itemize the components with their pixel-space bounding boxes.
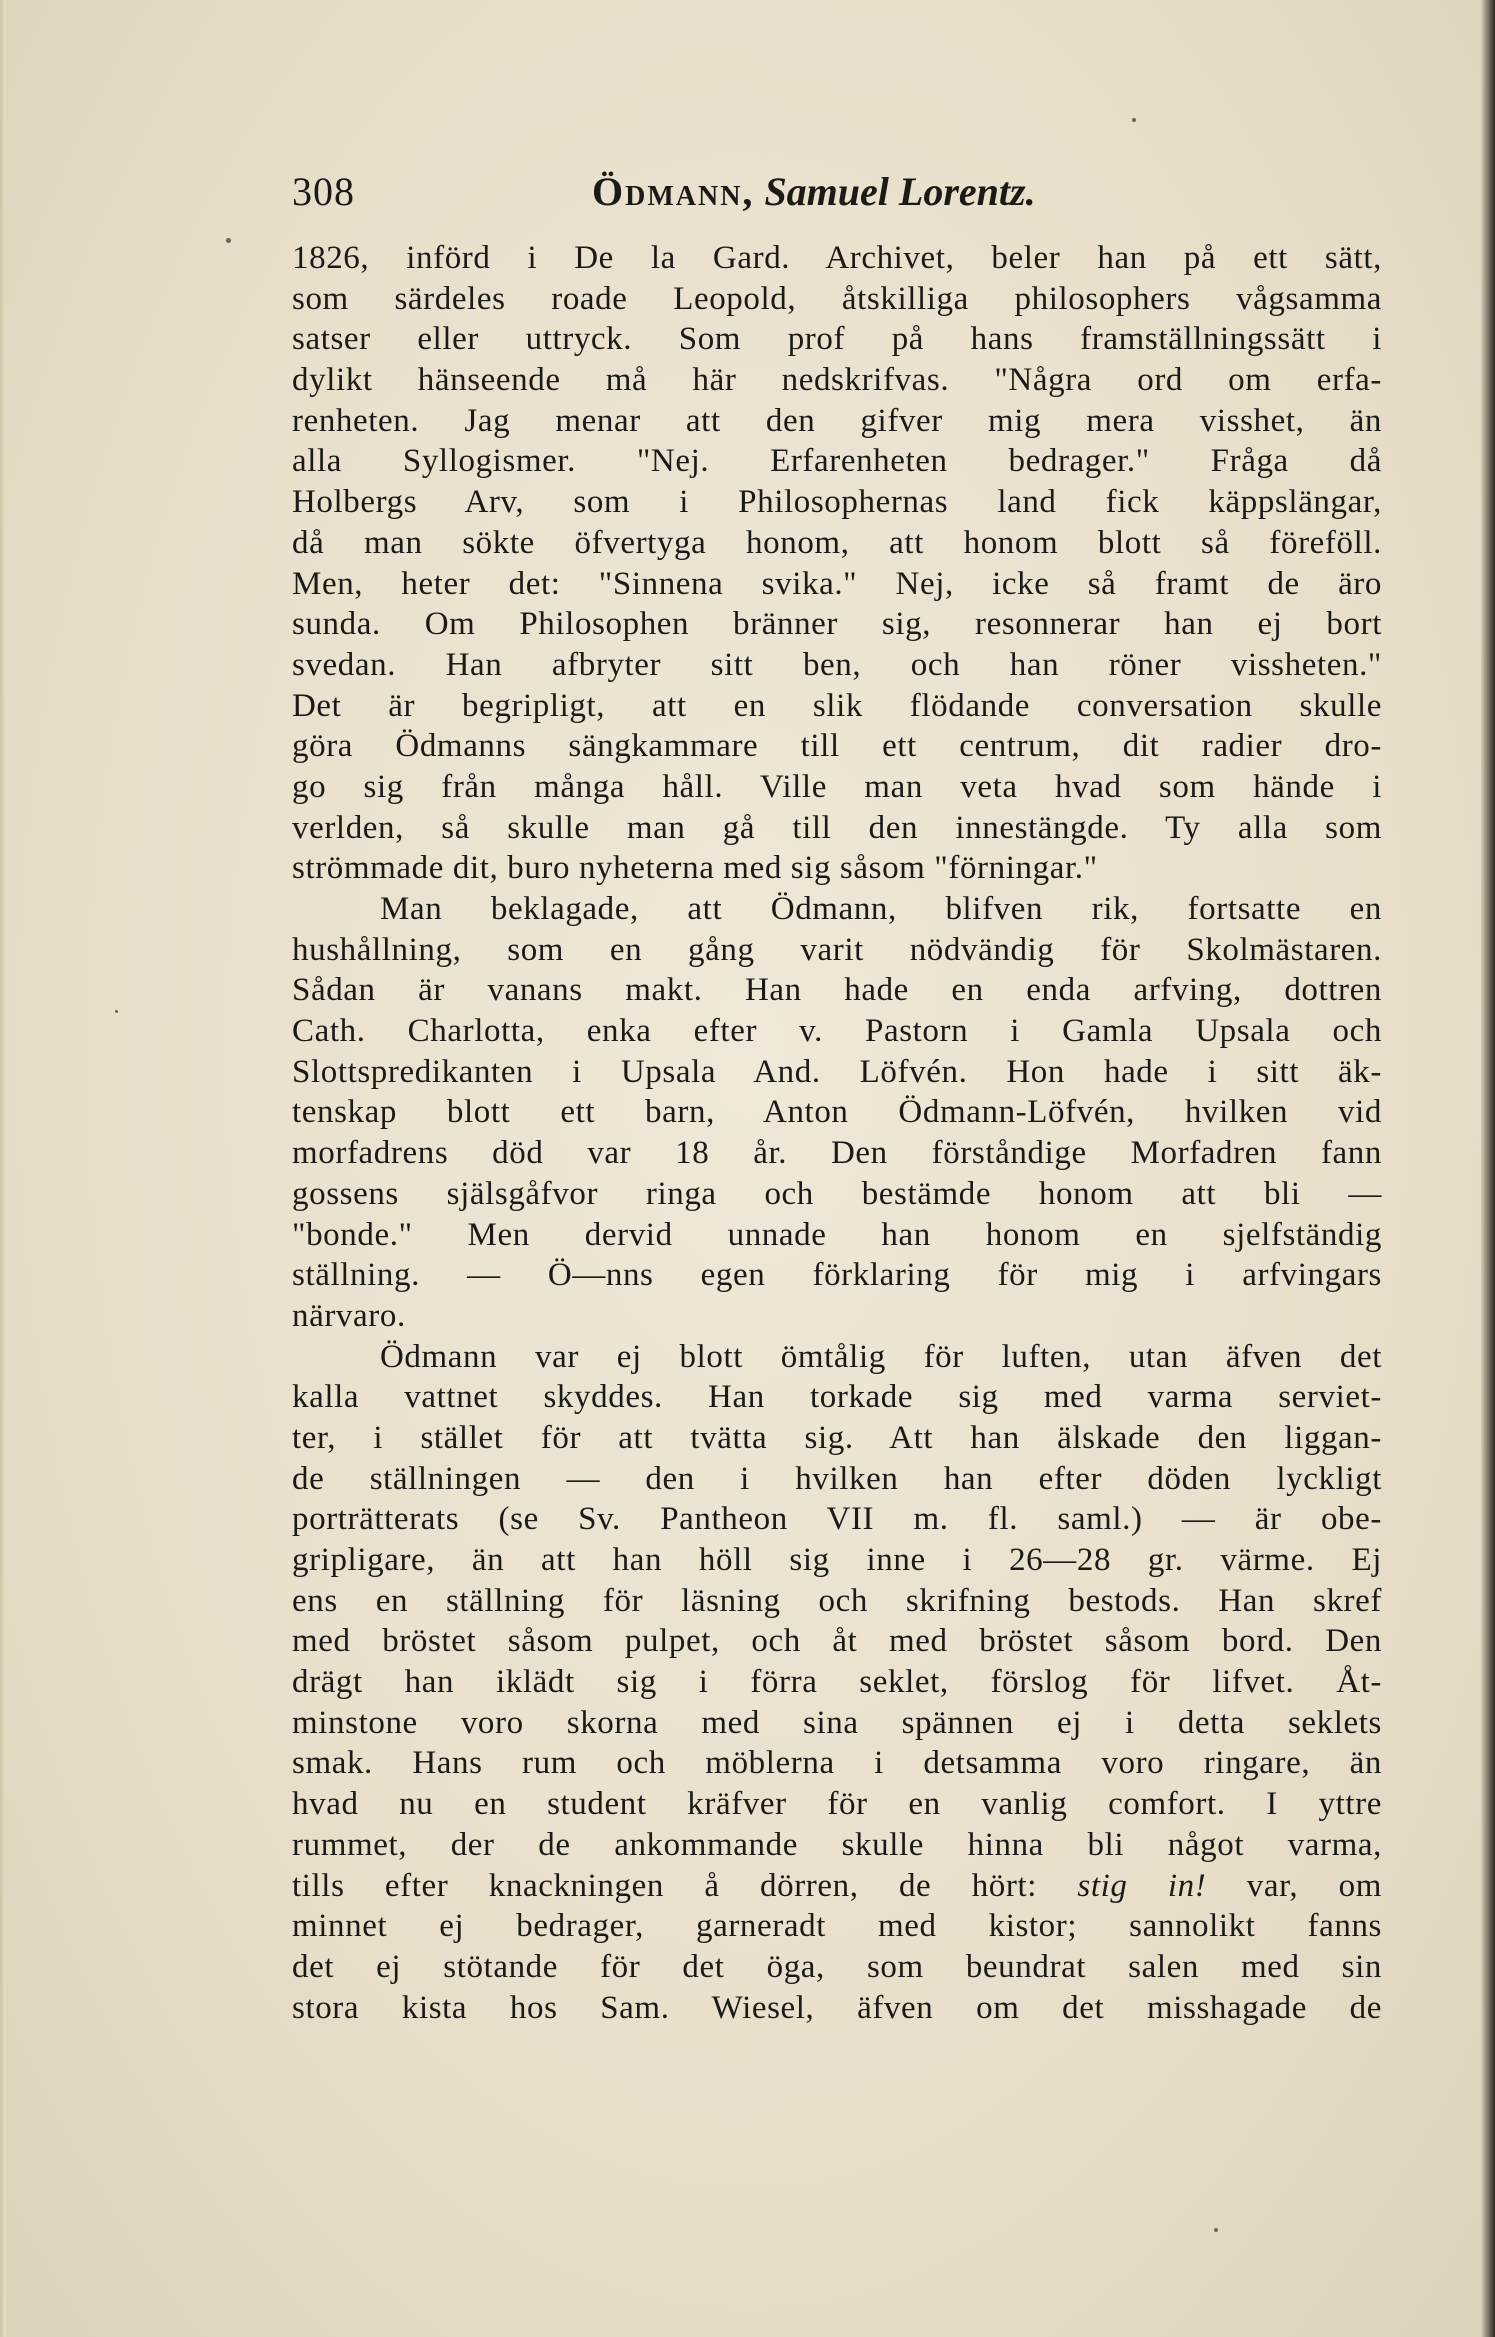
- text-line: satser eller uttryck. Som prof på hans framställningssätt i: [292, 321, 1382, 358]
- text-line: strömmade dit, buro nyheterna med sig såsom "förningar.": [292, 850, 1098, 887]
- paragraph-first-line: Ödmann var ej blott ömtålig för luften, utan äfven det: [380, 1338, 1382, 1375]
- text-line: gossens själsgåfvor ringa och bestämde honom att bli —: [292, 1175, 1382, 1212]
- text-line: smak. Hans rum och möblerna i detsamma voro ringare, än: [292, 1745, 1382, 1782]
- text-line: tenskap blott ett barn, Anton Ödmann-Löfvén, hvilken vid: [292, 1094, 1382, 1131]
- text-line: hvad nu en student kräfver för en vanlig comfort. I yttre: [292, 1786, 1382, 1823]
- text-line: verlden, så skulle man gå till den innestängde. Ty alla som: [292, 809, 1382, 846]
- text-line: med bröstet såsom pulpet, och åt med bröstet såsom bord. Den: [292, 1623, 1382, 1660]
- running-head-name: Ödmann,: [592, 169, 755, 214]
- text-line: 1826, införd i De la Gard. Archivet, beler han på ett sätt,: [292, 240, 1382, 276]
- text-line: kalla vattnet skyddes. Han torkade sig med varma serviet-: [292, 1379, 1382, 1416]
- running-header: [292, 168, 1382, 228]
- text-line: det ej stötande för det öga, som beundrat salen med sin: [292, 1948, 1382, 1985]
- text-line: Sådan är vanans makt. Han hade en enda arfving, dottren: [292, 972, 1382, 1009]
- text-line: då man sökte öfvertyga honom, att honom blott så föreföll.: [292, 524, 1382, 561]
- text-line: de ställningen — den i hvilken han efter döden lyckligt: [292, 1460, 1382, 1497]
- text-line: Slottspredikanten i Upsala And. Löfvén. Hon hade i sitt äk-: [292, 1053, 1382, 1090]
- italic-phrase: stig in!: [1077, 1867, 1207, 1904]
- text-line: ens en ställning för läsning och skrifning bestods. Han skref: [292, 1582, 1382, 1619]
- paper-speck: [1132, 118, 1136, 122]
- text-line: Men, heter det: "Sinnena svika." Nej, icke så framt de äro: [292, 565, 1382, 602]
- text-line: rummet, der de ankommande skulle hinna bli något varma,: [292, 1826, 1382, 1863]
- text-line: Cath. Charlotta, enka efter v. Pastorn i Gamla Upsala och: [292, 1013, 1382, 1050]
- text-line: renheten. Jag menar att den gifver mig mera visshet, än: [292, 402, 1382, 439]
- text-line: "bonde." Men dervid unnade han honom en sjelfständig: [292, 1216, 1382, 1253]
- paragraph-first-line: Man beklagade, att Ödmann, blifven rik, fortsatte en: [380, 891, 1382, 927]
- page-number: 308: [292, 169, 355, 214]
- text-line: alla Syllogismer. "Nej. Erfarenheten bedrager." Fråga då: [292, 443, 1382, 480]
- text-line: hushållning, som en gång varit nödvändig för Skolmästaren.: [292, 931, 1382, 968]
- paper-speck: [1214, 2228, 1218, 2232]
- text-line: Holbergs Arv, som i Philosophernas land fick käppslängar,: [292, 484, 1382, 521]
- text-line: ter, i stället för att tvätta sig. Att han älskade den liggan-: [292, 1419, 1382, 1456]
- text-line-start: tills efter knackningen å dörren, de hört:: [292, 1867, 1078, 1904]
- text-line: go sig från många håll. Ville man veta hvad som hände i: [292, 768, 1382, 805]
- text-line: som särdeles roade Leopold, åtskilliga philosophers vågsamma: [292, 280, 1382, 317]
- text-line: minnet ej bedrager, garneradt med kistor; sannolikt fanns: [292, 1908, 1382, 1945]
- text-line: porträtterats (se Sv. Pantheon VII m. fl. saml.) — är obe-: [292, 1501, 1382, 1538]
- running-head-given-name: Samuel Lorentz.: [764, 169, 1036, 214]
- paper-speck: [115, 1010, 118, 1013]
- text-line: svedan. Han afbryter sitt ben, och han röner vissheten.": [292, 646, 1382, 683]
- text-line: göra Ödmanns sängkammare till ett centrum, dit radier dro-: [292, 728, 1382, 765]
- paper-speck: [226, 238, 231, 243]
- running-head: [592, 168, 1036, 215]
- text-line: närvaro.: [292, 1297, 406, 1334]
- page-right-edge: [1481, 0, 1495, 2337]
- text-line-end: var, om: [1206, 1867, 1382, 1904]
- text-line: [292, 1866, 1382, 1907]
- text-line: gripligare, än att han höll sig inne i 26—28 gr. värme. Ej: [292, 1542, 1382, 1578]
- body-text: [292, 238, 1382, 2028]
- text-line: morfadrens död var 18 år. Den förståndige Morfadren fann: [292, 1135, 1382, 1172]
- text-line: ställning. — Ö—nns egen förklaring för mig i arfvingars: [292, 1257, 1382, 1294]
- text-line: sunda. Om Philosophen bränner sig, resonnerar han ej bort: [292, 606, 1382, 643]
- text-line: stora kista hos Sam. Wiesel, äfven om det misshagade de: [292, 1989, 1382, 2026]
- text-line: dylikt hänseende må här nedskrifvas. "Några ord om erfa-: [292, 362, 1382, 399]
- page-left-edge: [0, 0, 6, 2337]
- text-line: Det är begripligt, att en slik flödande conversation skulle: [292, 687, 1382, 724]
- text-line: minstone voro skorna med sina spännen ej i detta seklets: [292, 1704, 1382, 1741]
- text-line: drägt han iklädt sig i förra seklet, förslog för lifvet. Åt-: [292, 1664, 1382, 1701]
